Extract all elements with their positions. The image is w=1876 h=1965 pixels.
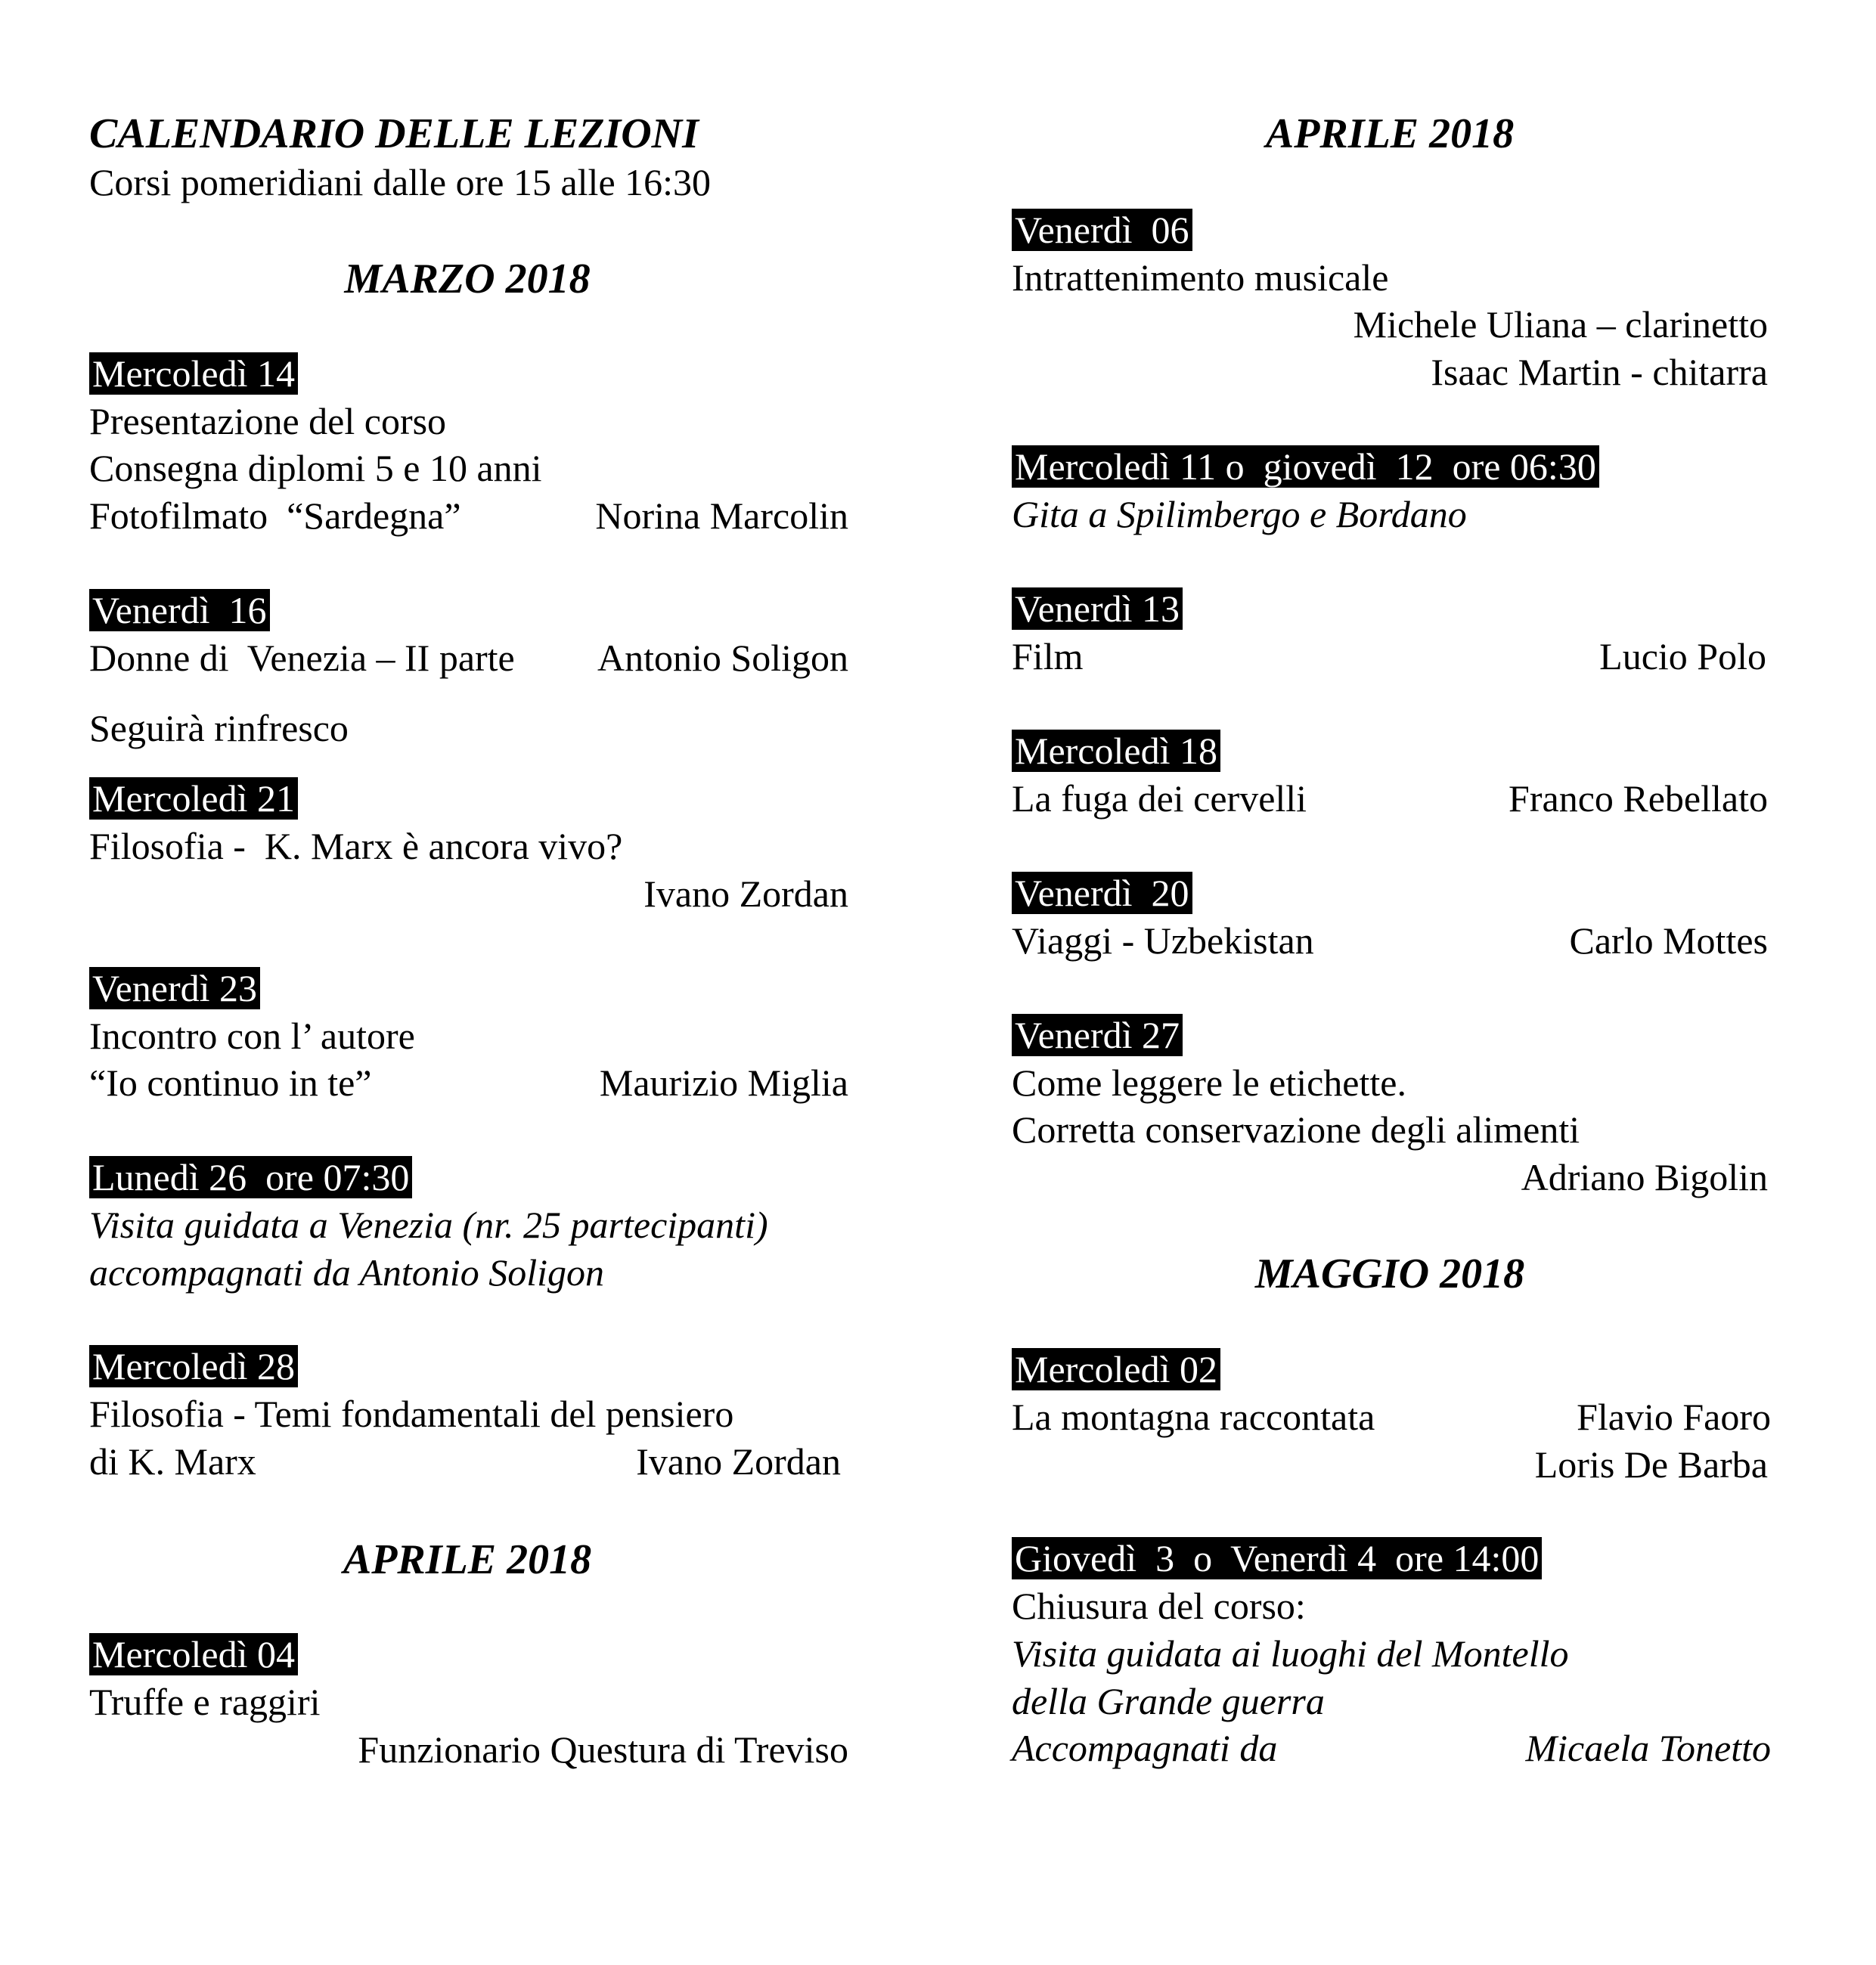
day-label: Venerdì 23 [89,967,260,1009]
event-line: Filosofia - K. Marx è ancora vivo? [89,825,623,867]
document-subtitle: Corsi pomeridiani dalle ore 15 alle 16:30 [89,161,712,203]
day-label: Venerdì 06 [1012,209,1192,251]
day-label: Venerdì 20 [1012,872,1192,914]
event-line: della Grande guerra [1012,1680,1325,1722]
event-line: Incontro con l’ autore [89,1015,415,1057]
day-label: Venerdì 27 [1012,1014,1183,1056]
event-line: “Io continuo in te” [89,1062,372,1104]
day-label: Giovedì 3 o Venerdì 4 ore 14:00 [1012,1537,1542,1579]
day-label: Lunedì 26 ore 07:30 [89,1156,412,1198]
event-line: Come leggere le etichette. [1012,1062,1406,1104]
event-line: Chiusura del corso: [1012,1585,1306,1627]
speaker-name: Ivano Zordan [643,872,848,915]
day-label: Mercoledì 21 [89,777,298,820]
speaker-name: Isaac Martin - chitarra [1431,351,1768,393]
speaker-name: Carlo Mottes [1569,919,1768,962]
speaker-name: Funzionario Questura di Treviso [358,1728,848,1771]
day-label: Mercoledì 02 [1012,1348,1220,1390]
speaker-name: Norina Marcolin [595,494,848,537]
speaker-name: Micaela Tonetto [1525,1727,1771,1769]
day-label: Mercoledì 28 [89,1345,298,1387]
speaker-name: Antonio Soligon [597,637,848,679]
day-label: Mercoledì 11 o giovedì 12 ore 06:30 [1012,445,1599,488]
event-line: Visita guidata ai luoghi del Montello [1012,1632,1569,1675]
day-label: Mercoledì 18 [1012,730,1220,772]
event-line: Corretta conservazione degli alimenti [1012,1108,1580,1151]
event-line: Gita a Spilimbergo e Bordano [1012,493,1467,535]
month-header-maggio: MAGGIO 2018 [1254,1251,1525,1297]
month-header-aprile: APRILE 2018 [1265,110,1515,157]
month-header-marzo: MARZO 2018 [344,256,591,302]
day-label: Mercoledì 04 [89,1633,298,1675]
event-line: Presentazione del corso [89,400,447,442]
document-title: CALENDARIO DELLE LEZIONI [89,110,699,157]
event-line: Fotofilmato “Sardegna” [89,494,461,537]
speaker-name: Flavio Faoro [1577,1396,1771,1438]
event-line: Filosofia - Temi fondamentali del pensiero [89,1393,734,1435]
event-line: La montagna raccontata [1012,1396,1375,1438]
event-line: Intrattenimento musicale [1012,256,1389,299]
event-line: Truffe e raggiri [89,1681,321,1723]
event-line: di K. Marx [89,1440,256,1483]
speaker-name: Loris De Barba [1534,1443,1768,1486]
speaker-name: Lucio Polo [1599,635,1766,677]
event-line: Visita guidata a Venezia (nr. 25 partecipanti) [89,1204,768,1246]
speaker-name: Michele Uliana – clarinetto [1353,303,1768,346]
speaker-name: Ivano Zordan [636,1440,841,1483]
speaker-name: Maurizio Miglia [599,1062,848,1104]
day-label: Venerdì 16 [89,589,270,631]
event-line: Donne di Venezia – II parte [89,637,515,679]
day-label: Mercoledì 14 [89,352,298,395]
month-header-aprile: APRILE 2018 [343,1536,592,1583]
speaker-name: Franco Rebellato [1509,777,1768,820]
event-line: Accompagnati da [1012,1727,1278,1769]
event-line: La fuga dei cervelli [1012,777,1307,820]
event-line: Viaggi - Uzbekistan [1012,919,1314,962]
event-line: accompagnati da Antonio Soligon [89,1251,604,1294]
event-line: Consegna diplomi 5 e 10 anni [89,447,542,489]
event-line: Film [1012,635,1084,677]
event-note: Seguirà rinfresco [89,707,349,749]
speaker-name: Adriano Bigolin [1521,1156,1768,1198]
day-label: Venerdì 13 [1012,587,1183,630]
